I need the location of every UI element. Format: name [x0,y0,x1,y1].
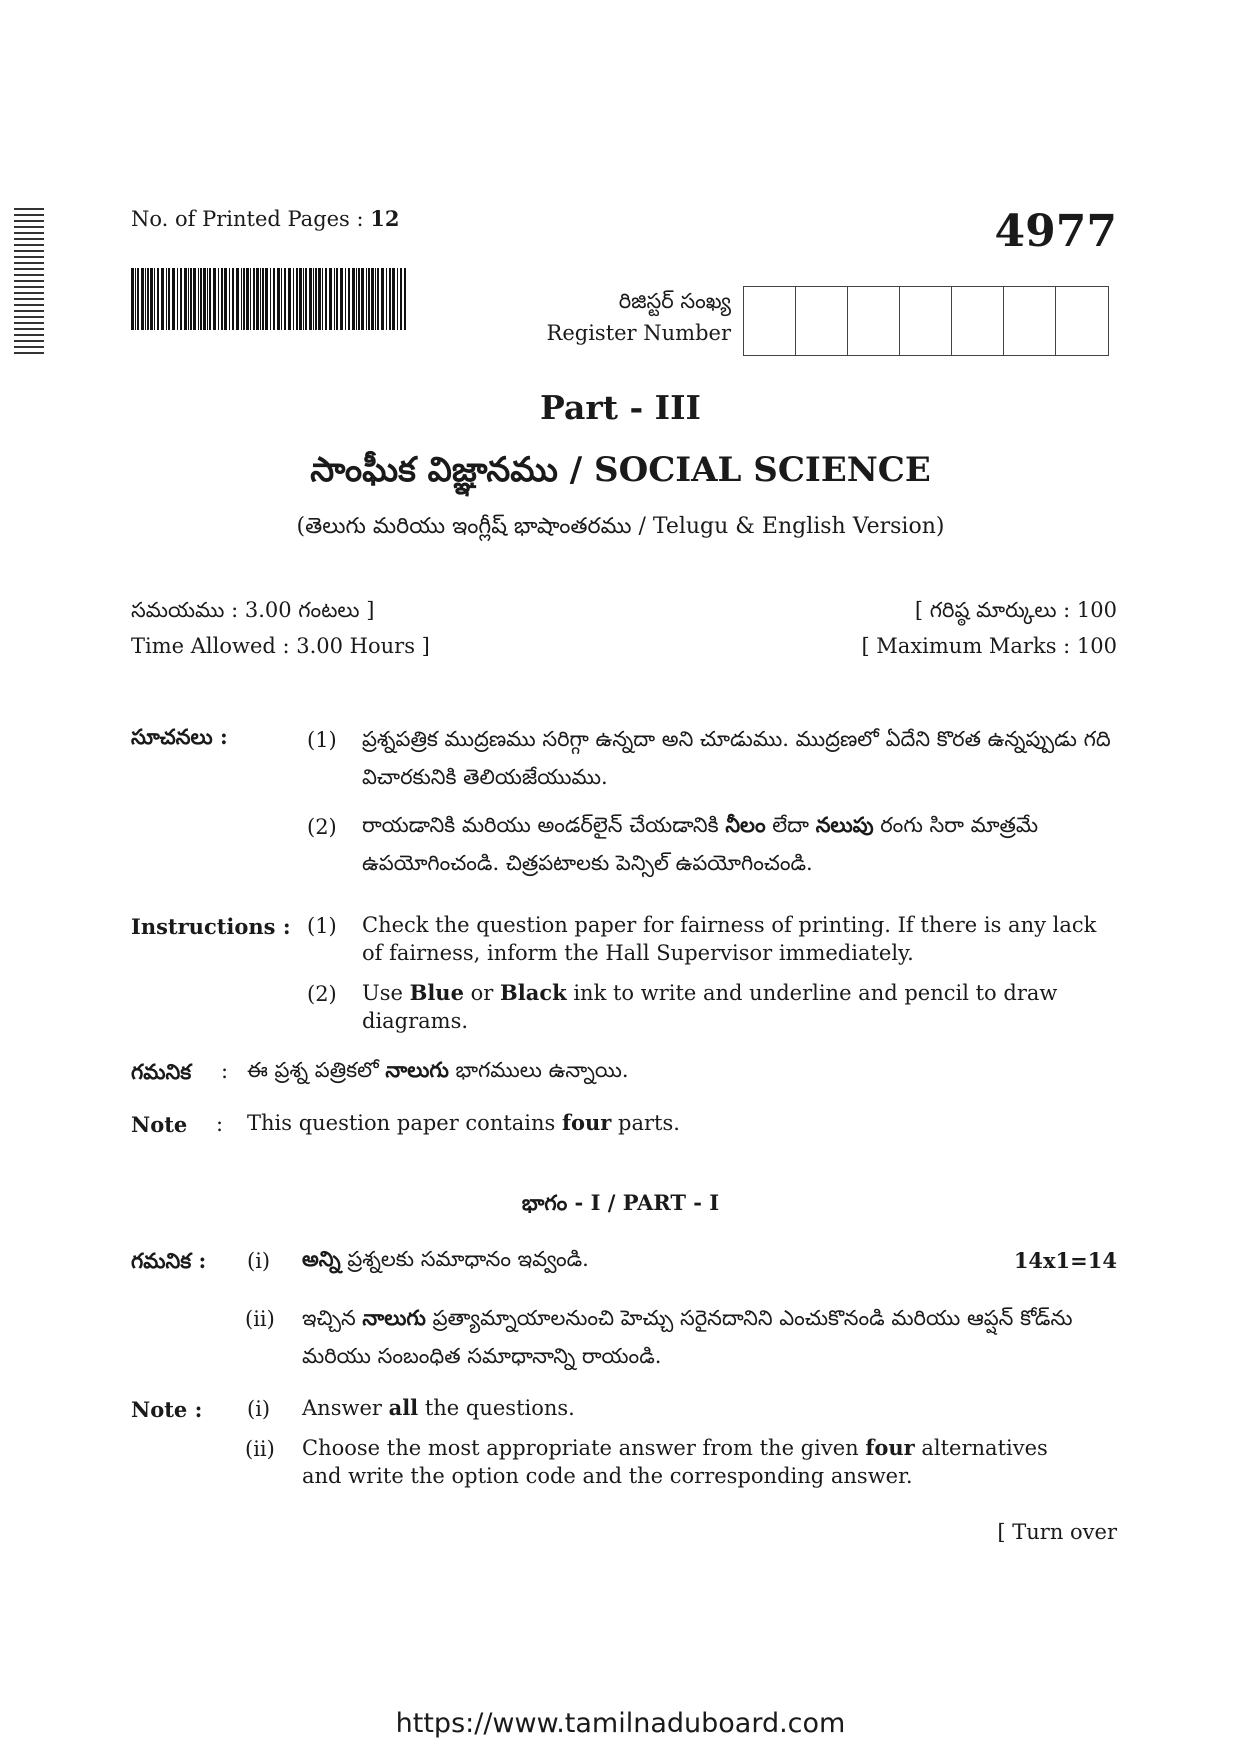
maximum-marks: [ గరిష్ఠ మార్కులు : 100 [ Maximum Marks : 100 [861,598,1117,658]
register-digit-box[interactable] [900,287,952,355]
part1-note-te-text-2: ఇచ్చిన నాలుగు ప్రత్యామ్నాయాలనుంచి హెచ్చు సరైనదానిని ఎంచుకొనండి మరియు ఆప్షన్ కోడ్‌ను మరియు సంబంధిత సమాధానాన్ని రాయండి. [302,1305,1073,1368]
part1-note-en-text-2: Choose the most appropriate answer from the given four alternatives and write the option code and the corresponding answer. [302,1435,1048,1488]
register-digit-box[interactable] [796,287,848,355]
note-te-label: గమనిక [131,1059,192,1084]
register-digit-box[interactable] [1004,287,1056,355]
instr-en-text-2: Use Blue or Black ink to write and underline and pencil to draw diagrams. [362,980,1058,1033]
note-en-label: Note [131,1112,188,1137]
part1-marks: 14x1=14 [1013,1248,1117,1273]
version-line: (తెలుగు మరియు ఇంగ్లీష్ భాషాంతరము / Telugu & English Version) [296,514,945,539]
time-allowed: సమయము : 3.00 గంటలు ] Time Allowed : 3.00 Hours ] [131,598,430,658]
part1-note-te-text-1: అన్ని ప్రశ్నలకు సమాధానం ఇవ్వండి. [302,1246,589,1271]
instructions-te-label: సూచనలు : [131,724,228,749]
subject-title: సాంఘీక విజ్ఞానము / SOCIAL SCIENCE [310,450,931,490]
part-title: Part - III [540,388,701,427]
part1-note-te-num-1: (i) [247,1249,271,1273]
turn-over: [ Turn over [997,1520,1117,1544]
register-number-label: రిజిస్టర్ సంఖ్య Register Number [546,289,731,345]
instr-te-num-2: (2) [307,815,337,839]
part1-heading: భాగం - I / PART - I [521,1190,720,1215]
part1-note-en-num-1: (i) [247,1397,271,1421]
note-en-text: This question paper contains four parts. [247,1110,680,1135]
side-barcode-strip [14,208,44,354]
part1-note-en-text-1: Answer all the questions. [302,1395,575,1420]
part1-note-en-num-2: (ii) [245,1437,275,1461]
part1-note-te-label: గమనిక : [131,1248,207,1273]
printed-pages: No. of Printed Pages : 12 [131,206,400,231]
instr-te-num-1: (1) [307,728,337,752]
instr-en-num-2: (2) [307,982,337,1006]
register-digit-box[interactable] [744,287,796,355]
note-te-text: ఈ ప్రశ్న పత్రికలో నాలుగు భాగములు ఉన్నాయి. [247,1057,629,1082]
note-te-colon: : [221,1059,229,1083]
footer-url[interactable]: https://www.tamilnaduboard.com [395,1708,846,1739]
instr-te-text-2: రాయడానికి మరియు అండర్‌లైన్ చేయడానికి నీలం లేదా నలుపు రంగు సిరా మాత్రమే ఉపయోగించండి. చిత్రపటాలకు పెన్సిల్ ఉపయోగించండి. [362,812,1039,875]
instr-en-text-1: Check the question paper for fairness of printing. If there is any lack of fairness, inform the Hall Supervisor immediately. [362,913,1097,965]
register-digit-box[interactable] [952,287,1004,355]
part1-note-te-num-2: (ii) [245,1307,275,1331]
part1-note-en-label: Note : [131,1397,203,1422]
instr-en-num-1: (1) [307,914,337,938]
paper-code: 4977 [994,206,1117,257]
register-number-boxes[interactable] [743,286,1109,356]
instr-te-text-1: ప్రశ్నపత్రిక ముద్రణము సరిగ్గా ఉన్నదా అని చూడుము. ముద్రణలో ఏదేని కొరత ఉన్నప్పుడు గది విచారకునికి తెలియజేయుము. [362,727,1111,789]
note-en-colon: : [216,1112,224,1136]
register-digit-box[interactable] [848,287,900,355]
instructions-en-label: Instructions : [131,914,291,939]
register-digit-box[interactable] [1056,287,1108,355]
barcode [131,268,406,330]
